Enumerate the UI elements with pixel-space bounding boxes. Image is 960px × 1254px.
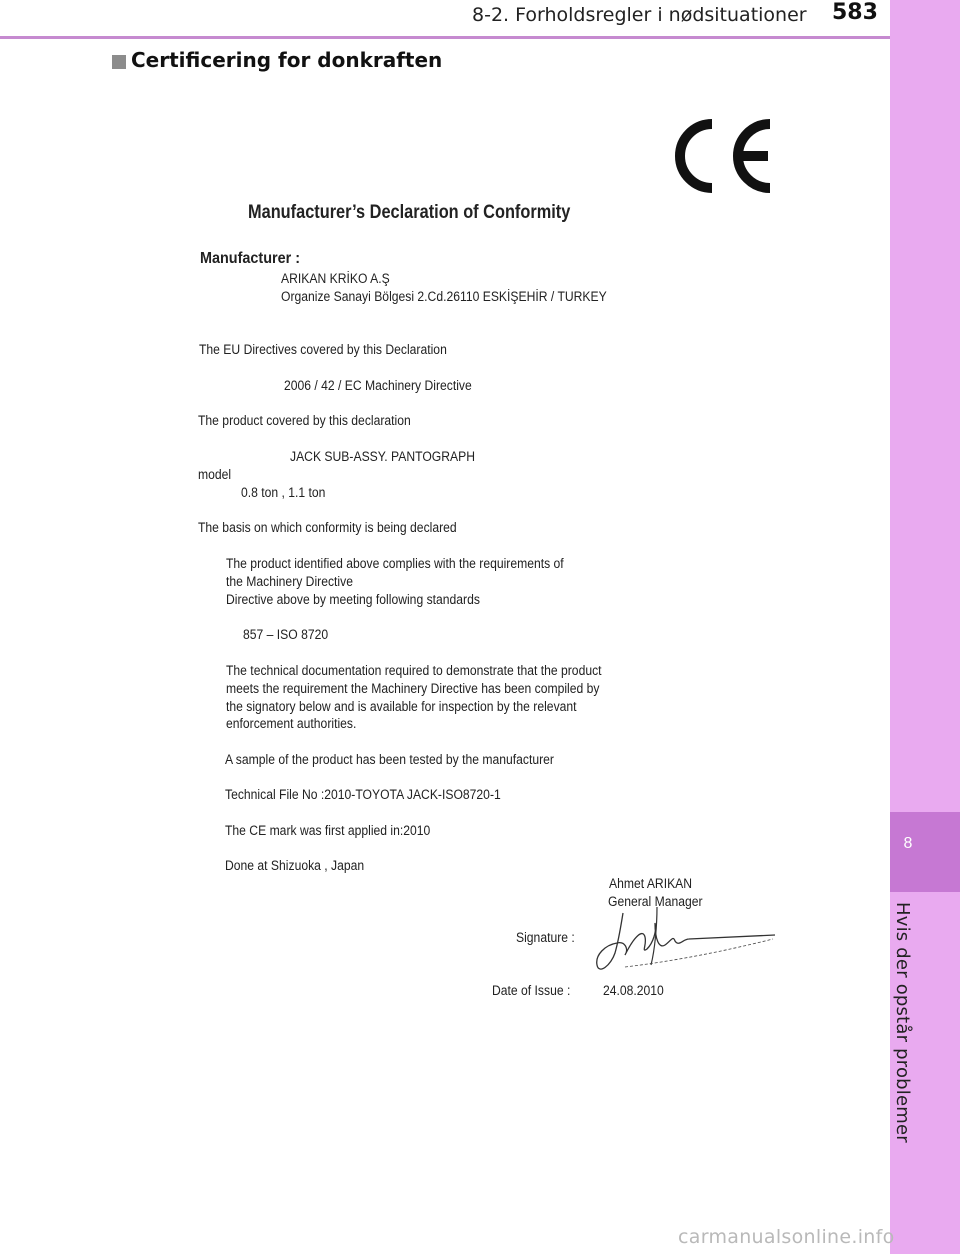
- tech-doc-line: meets the requirement the Machinery Directive has been compiled by: [226, 681, 600, 696]
- tech-doc-line: The technical documentation required to demonstrate that the product: [226, 663, 602, 678]
- directives-heading: The EU Directives covered by this Declaration: [199, 342, 447, 357]
- signatory-title: General Manager: [608, 894, 703, 909]
- done-at-line: Done at Shizuoka , Japan: [225, 858, 365, 873]
- basis-line: The product identified above complies with the requirements of: [226, 556, 564, 571]
- page-number: 583: [832, 0, 878, 25]
- basis-line: Directive above by meeting following standards: [226, 592, 480, 607]
- signatory-name: Ahmet ARIKAN: [609, 876, 693, 891]
- date-label: Date of Issue :: [492, 983, 571, 998]
- header-divider: [0, 36, 890, 39]
- tech-doc-line: the signatory below and is available for inspection by the relevant: [226, 699, 577, 714]
- product-heading: The product covered by this declaration: [198, 413, 411, 428]
- chapter-side-label-text: Hvis der opstår problemer: [892, 902, 913, 1143]
- basis-heading: The basis on which conformity is being declared: [198, 520, 457, 535]
- standard-line: 857 – ISO 8720: [243, 627, 329, 642]
- section-bullet-icon: [112, 55, 126, 69]
- model-values: 0.8 ton , 1.1 ton: [241, 485, 326, 500]
- tech-doc-line: enforcement authorities.: [226, 716, 357, 731]
- chapter-side-label: [892, 902, 926, 1242]
- date-value: 24.08.2010: [603, 983, 664, 998]
- watermark: carmanualsonline.info: [678, 1226, 895, 1248]
- basis-line: the Machinery Directive: [226, 574, 353, 589]
- signature-label: Signature :: [516, 930, 575, 945]
- technical-file-line: Technical File No :2010-TOYOTA JACK-ISO8720-1: [225, 787, 501, 802]
- page-header-title: 8-2. Forholdsregler i nødsituationer: [472, 4, 807, 26]
- model-label: model: [198, 467, 232, 482]
- sample-tested-line: A sample of the product has been tested by the manufacturer: [225, 752, 554, 767]
- directive-line: 2006 / 42 / EC Machinery Directive: [284, 378, 472, 393]
- manufacturer-address: Organize Sanayi Bölgesi 2.Cd.26110 ESKİŞEHİR / TURKEY: [281, 289, 607, 304]
- declaration-title: Manufacturer’s Declaration of Conformity: [248, 202, 571, 223]
- handwritten-signature-icon: [585, 905, 785, 985]
- ce-mark-icon: [672, 116, 776, 196]
- manufacturer-name: ARIKAN KRİKO A.Ş: [281, 271, 390, 286]
- ce-first-applied-line: The CE mark was first applied in:2010: [225, 823, 431, 838]
- manufacturer-heading: Manufacturer :: [200, 250, 301, 267]
- chapter-number: 8: [903, 835, 913, 852]
- product-name: JACK SUB-ASSY. PANTOGRAPH: [290, 449, 476, 464]
- section-title: Certificering for donkraften: [131, 48, 443, 72]
